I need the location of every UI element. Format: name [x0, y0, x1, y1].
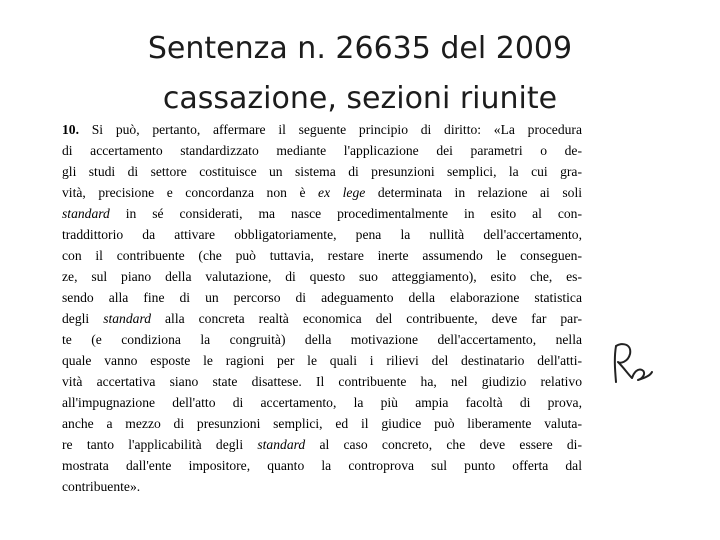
- document-line: ze, sul piano della valutazione, di questo suo atteggiamento), esito che, es-: [62, 269, 582, 284]
- document-line: mostrata dall'ente impositore, quanto la controprova sul punto offerta dal: [62, 458, 582, 473]
- title-line-1: Sentenza n. 26635 del 2009: [147, 31, 573, 66]
- document-line: di accertamento standardizzato mediante l'applicazione dei parametri o de-: [62, 143, 582, 158]
- document-line: anche a mezzo di presunzioni semplici, ed il giudice può liberamente valuta-: [62, 416, 582, 431]
- document-line: con il contribuente (che può tuttavia, restare inerte assumendo le conseguen-: [62, 248, 582, 263]
- document-line: contribuente».: [62, 479, 141, 493]
- scanned-document: [62, 120, 582, 493]
- document-line: all'impugnazione dell'atto di accertamento, la più ampia facoltà di prova,: [62, 395, 582, 410]
- document-line: vità, precisione e concordanza non è ex lege determinata in relazione ai soli: [62, 185, 582, 200]
- handwritten-signature-icon: [606, 340, 654, 386]
- document-line: sendo alla fine di un percorso di adeguamento della elaborazione statistica: [62, 290, 582, 305]
- title-line-2: cassazione, sezioni riunite: [162, 81, 558, 116]
- document-line: te (e condiziona la congruità) della motivazione dell'accertamento, nella: [62, 332, 582, 347]
- document-line: gli studi di settore costituisce un sistema di presunzioni semplici, la cui gra-: [62, 164, 582, 179]
- document-line: 10. Si può, pertanto, affermare il seguente principio di diritto: «La procedura: [62, 122, 582, 137]
- paragraph-number: 10.: [62, 122, 79, 137]
- document-line: traddittorio da attivare obbligatoriamente, pena la nullità dell'accertamento,: [62, 227, 582, 242]
- slide-title: [0, 24, 720, 124]
- document-line: quale vanno esposte le ragioni per le quali i rilievi del destinatario dell'atti-: [62, 353, 582, 368]
- document-line: degli standard alla concreta realtà economica del contribuente, deve far par-: [62, 311, 582, 326]
- document-line: standard in sé considerati, ma nasce procedimentalmente in esito al con-: [62, 206, 582, 221]
- document-line: re tanto l'applicabilità degli standard al caso concreto, che deve essere di-: [62, 437, 582, 452]
- document-line: vità accertativa siano state disattese. Il contribuente ha, nel giudizio relativo: [62, 374, 582, 389]
